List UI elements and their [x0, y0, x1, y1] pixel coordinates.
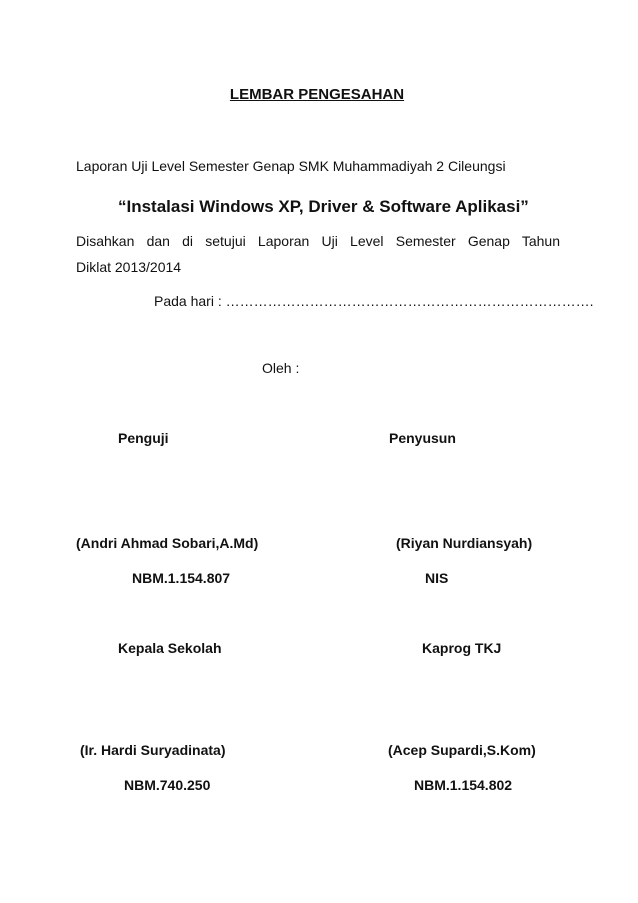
principal-role: Kepala Sekolah: [118, 640, 222, 656]
author-role: Penyusun: [389, 430, 456, 446]
examiner-role: Penguji: [118, 430, 169, 446]
approval-line-1: Disahkan dan di setujui Laporan Uji Level Semester Genap Tahun: [76, 233, 560, 249]
examiner-id: NBM.1.154.807: [132, 570, 231, 586]
examiner-name: (Andri Ahmad Sobari,A.Md): [76, 535, 259, 551]
approval-line-2: Diklat 2013/2014: [76, 259, 182, 275]
author-id: NIS: [425, 570, 449, 586]
principal-name: (Ir. Hardi Suryadinata): [80, 742, 226, 758]
principal-id: NBM.740.250: [124, 777, 211, 793]
author-name: (Riyan Nurdiansyah): [396, 535, 533, 551]
page-heading: LEMBAR PENGESAHAN: [229, 86, 405, 103]
head-of-program-name: (Acep Supardi,S.Kom): [388, 742, 536, 758]
by-label: Oleh :: [262, 360, 300, 376]
intro-line: Laporan Uji Level Semester Genap SMK Muhammadiyah 2 Cileungsi: [76, 158, 506, 174]
head-of-program-role: Kaprog TKJ: [422, 640, 502, 656]
head-of-program-id: NBM.1.154.802: [414, 777, 513, 793]
report-title: “Instalasi Windows XP, Driver & Software Aplikasi”: [118, 197, 529, 216]
day-line: Pada hari : …………………………………………………………………….: [154, 293, 594, 309]
